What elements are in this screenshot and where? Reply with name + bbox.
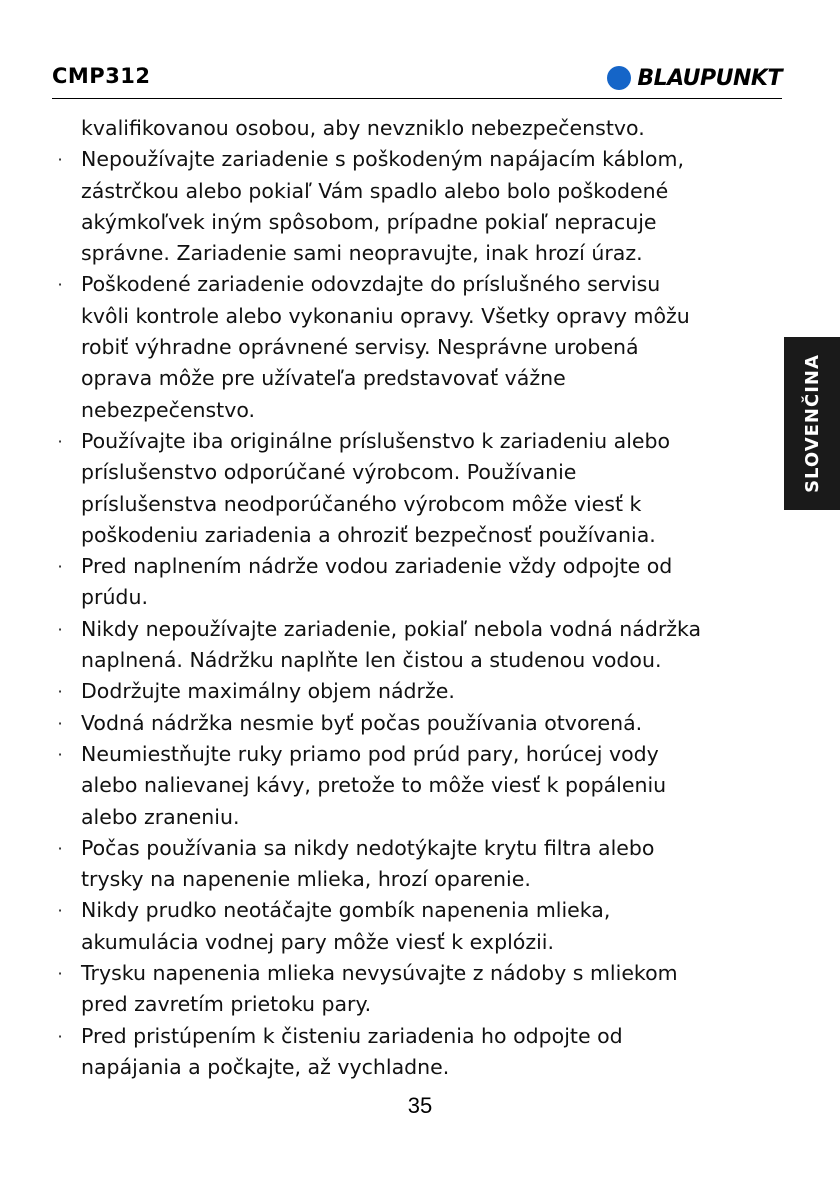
- line-text: Vodná nádržka nesmie byť počas používania otvorená.: [81, 710, 643, 735]
- line-text: Dodržujte maximálny objem nádrže.: [81, 679, 455, 704]
- line-text: nebezpečenstvo.: [81, 397, 256, 422]
- line-text: Pred pristúpením k čisteniu zariadenia ho odpojte od: [81, 1023, 623, 1048]
- bullet-icon: ·: [57, 1026, 63, 1046]
- page-number: 35: [407, 1093, 433, 1118]
- line-text: robiť výhradne oprávnené servisy. Nesprávne urobená: [81, 335, 639, 360]
- bullet-item-line: [55, 739, 785, 770]
- text-line: [55, 457, 785, 488]
- line-text: Nikdy nepoužívajte zariadenie, pokiaľ nebola vodná nádržka: [81, 616, 702, 641]
- line-text: poškodeniu zariadenia a ohroziť bezpečnosť používania.: [81, 522, 656, 547]
- brand-name: BLAUPUNKT: [637, 65, 782, 91]
- line-text: Pred naplnením nádrže vodou zariadenie vždy odpojte od: [81, 554, 673, 579]
- bullet-item-line: [55, 269, 785, 300]
- line-text: príslušenstvo odporúčané výrobcom. Používanie: [81, 460, 577, 485]
- line-text: naplnená. Nádržku naplňte len čistou a studenou vodou.: [81, 648, 662, 673]
- bullet-item-line: [55, 895, 785, 926]
- line-text: Nikdy prudko neotáčajte gombík napenenia mlieka,: [81, 898, 611, 923]
- text-line: [55, 582, 785, 613]
- bullet-icon: ·: [57, 619, 63, 639]
- bullet-item-line: [55, 614, 785, 645]
- text-line: [55, 395, 785, 426]
- text-line: [55, 1052, 785, 1083]
- bullet-item-line: [55, 1021, 785, 1052]
- bullet-icon: ·: [57, 838, 63, 858]
- bullet-item-line: [55, 833, 785, 864]
- line-text: Používajte iba originálne príslušenstvo k zariadeniu alebo: [81, 428, 671, 453]
- line-text: napájania a počkajte, až vychladne.: [81, 1054, 450, 1079]
- line-text: pred zavretím prietoku pary.: [81, 992, 372, 1017]
- bullet-icon: ·: [57, 275, 63, 295]
- bullet-icon: ·: [57, 964, 63, 984]
- brand-dot-icon: [607, 66, 631, 90]
- line-text: trysky na napenenie mlieka, hrozí oparenie.: [81, 867, 531, 892]
- bullet-icon: ·: [57, 713, 63, 733]
- bullet-item-line: [55, 426, 785, 457]
- line-text: oprava môže pre užívateľa predstavovať vážne: [81, 366, 566, 391]
- page-header: [52, 62, 782, 96]
- line-text: Poškodené zariadenie odovzdajte do príslušného servisu: [81, 272, 661, 297]
- line-text: kvalifikovanou osobou, aby nevzniklo nebezpečenstvo.: [81, 116, 645, 140]
- line-text: Nepoužívajte zariadenie s poškodeným napájacím káblom,: [81, 147, 684, 172]
- text-line: [55, 927, 785, 958]
- text-line: [55, 989, 785, 1020]
- line-text: akumulácia vodnej pary môže viesť k explózii.: [81, 929, 554, 954]
- text-line: [55, 802, 785, 833]
- line-text: správne. Zariadenie sami neopravujte, inak hrozí úraz.: [81, 241, 643, 266]
- safety-instructions: [55, 113, 785, 1083]
- line-text: Trysku napenenia mlieka nevysúvajte z nádoby s mliekom: [81, 961, 678, 986]
- bullet-icon: ·: [57, 744, 63, 764]
- text-line: [55, 301, 785, 332]
- line-text: alebo nalievanej kávy, pretože to môže viesť k popáleniu: [81, 773, 667, 798]
- text-line: [55, 645, 785, 676]
- bullet-item-line: [55, 676, 785, 707]
- line-text: Počas používania sa nikdy nedotýkajte krytu filtra alebo: [81, 835, 655, 860]
- bullet-icon: ·: [57, 150, 63, 170]
- line-text: zástrčkou alebo pokiaľ Vám spadlo alebo bolo poškodené: [81, 178, 669, 203]
- header-divider: [52, 98, 782, 99]
- bullet-item-line: [55, 551, 785, 582]
- model-number: CMP312: [52, 64, 151, 88]
- line-text: Neumiestňujte ruky priamo pod prúd pary, horúcej vody: [81, 741, 659, 766]
- line-text: akýmkoľvek iným spôsobom, prípadne pokiaľ nepracuje: [81, 209, 657, 234]
- bullet-icon: ·: [57, 431, 63, 451]
- bullet-item-line: [55, 708, 785, 739]
- line-text: prúdu.: [81, 585, 148, 610]
- text-line: [55, 207, 785, 238]
- bullet-icon: ·: [57, 557, 63, 577]
- bullet-icon: ·: [57, 682, 63, 702]
- language-tab: [784, 337, 840, 510]
- text-line: [55, 113, 785, 144]
- language-tab-label: SLOVENČINA: [801, 354, 823, 493]
- text-line: [55, 770, 785, 801]
- bullet-item-line: [55, 144, 785, 175]
- bullet-icon: ·: [57, 901, 63, 921]
- text-line: [55, 176, 785, 207]
- text-line: [55, 489, 785, 520]
- text-line: [55, 332, 785, 363]
- text-line: [55, 363, 785, 394]
- line-text: alebo zraneniu.: [81, 804, 240, 829]
- line-text: kvôli kontrole alebo vykonaniu opravy. Všetky opravy môžu: [81, 303, 690, 328]
- brand-logo: [607, 62, 782, 94]
- line-text: príslušenstva neodporúčaného výrobcom môže viesť k: [81, 491, 642, 516]
- text-line: [55, 520, 785, 551]
- text-line: [55, 864, 785, 895]
- text-line: [55, 238, 785, 269]
- bullet-item-line: [55, 958, 785, 989]
